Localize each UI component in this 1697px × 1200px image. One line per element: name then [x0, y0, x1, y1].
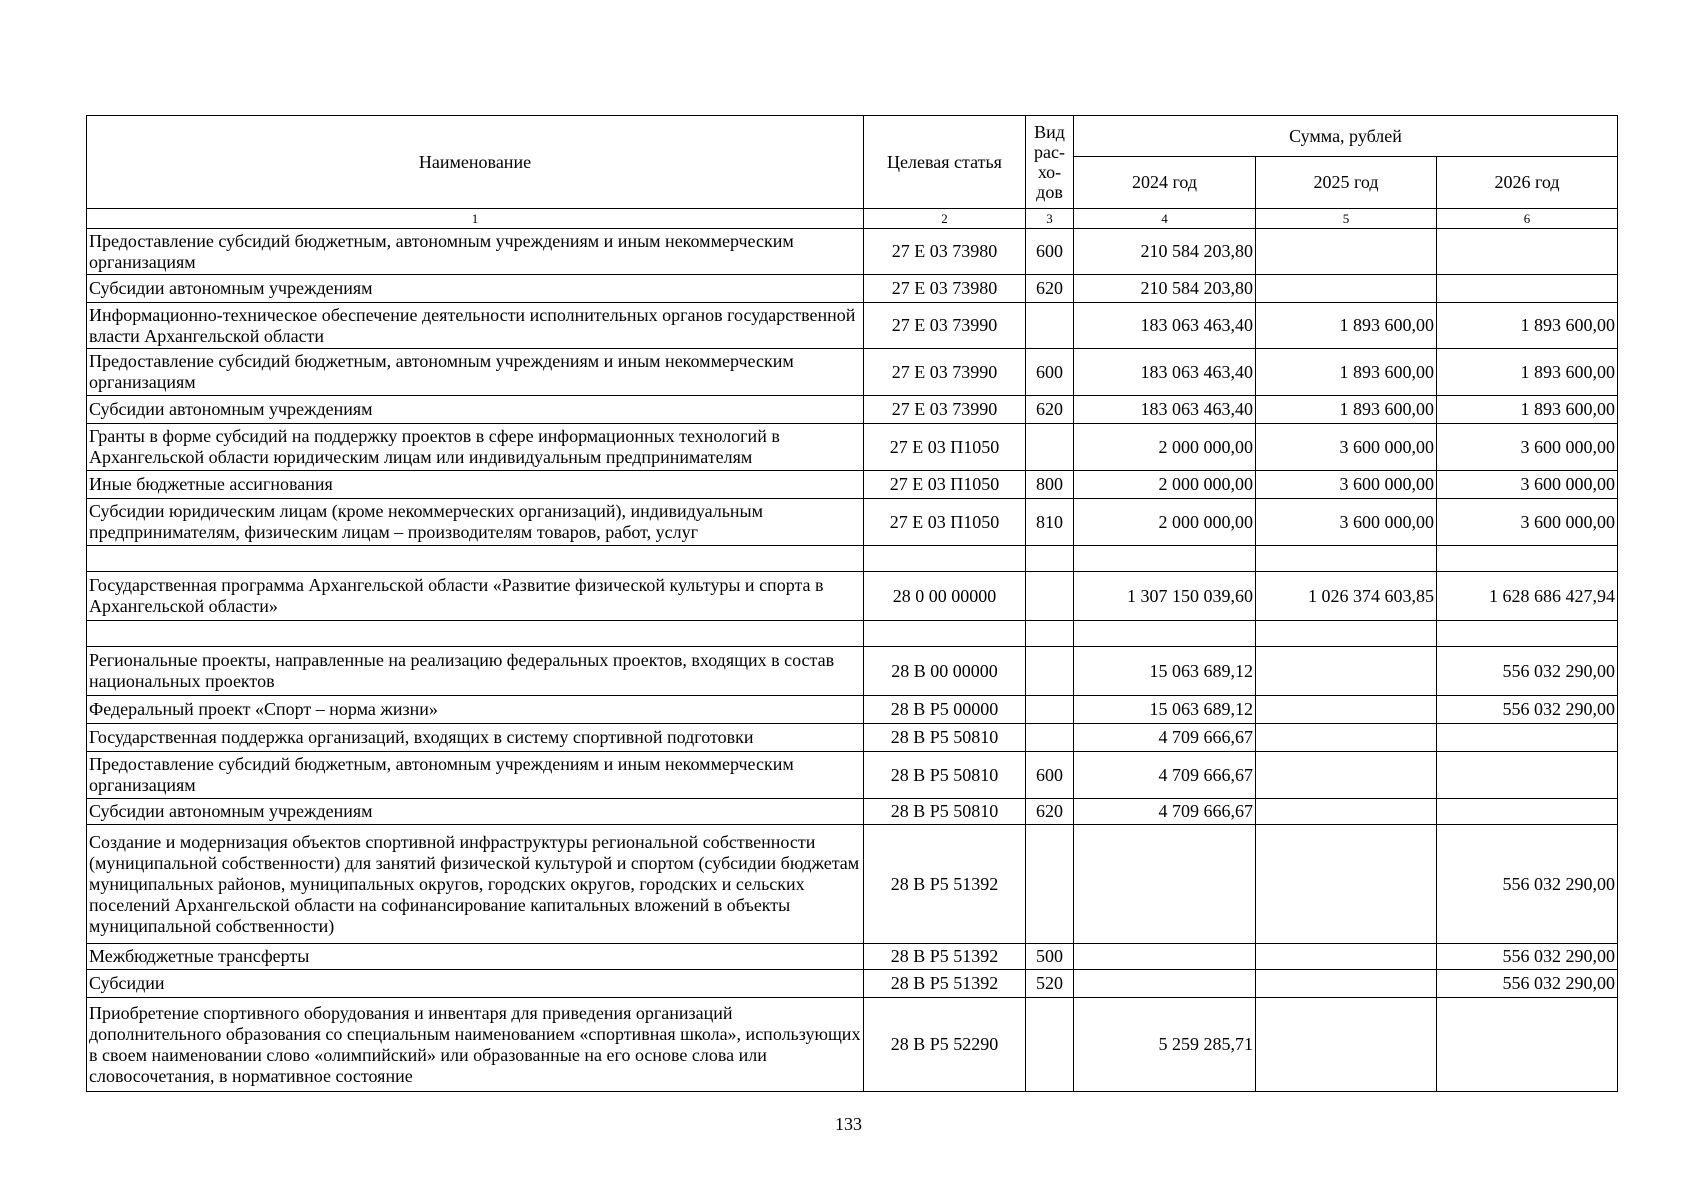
row-target-article: 27 Е 03 73990 [864, 303, 1026, 349]
row-amount-2026: 556 032 290,00 [1437, 970, 1618, 998]
column-index: 1 [87, 209, 864, 229]
table-body [87, 229, 1618, 1092]
column-index: 3 [1026, 209, 1074, 229]
row-amount-2025 [1256, 998, 1437, 1092]
row-amount-2025: 1 893 600,00 [1256, 396, 1437, 424]
row-expense-type [1026, 572, 1074, 621]
row-amount-2025 [1256, 944, 1437, 970]
table-row [87, 349, 1618, 396]
row-target-article: 27 Е 03 73980 [864, 275, 1026, 303]
row-target-article [864, 621, 1026, 647]
row-target-article: 27 Е 03 73990 [864, 349, 1026, 396]
row-amount-2024: 4 709 666,67 [1074, 724, 1256, 752]
header-name: Наименование [87, 116, 864, 209]
row-amount-2026 [1437, 229, 1618, 275]
row-amount-2024: 210 584 203,80 [1074, 275, 1256, 303]
page-number: 133 [835, 1114, 862, 1134]
row-amount-2026: 556 032 290,00 [1437, 696, 1618, 724]
row-target-article: 27 Е 03 П1050 [864, 471, 1026, 499]
row-target-article: 28 В Р5 00000 [864, 696, 1026, 724]
row-amount-2026: 1 893 600,00 [1437, 396, 1618, 424]
row-amount-2024 [1074, 944, 1256, 970]
row-amount-2024: 183 063 463,40 [1074, 396, 1256, 424]
table-row [87, 724, 1618, 752]
row-name: Субсидии автономным учреждениям [87, 275, 864, 303]
row-name: Государственная поддержка организаций, входящих в систему спортивной подготовки [87, 724, 864, 752]
column-index: 2 [864, 209, 1026, 229]
row-amount-2024: 4 709 666,67 [1074, 799, 1256, 825]
row-amount-2026: 556 032 290,00 [1437, 825, 1618, 944]
row-amount-2025: 1 026 374 603,85 [1256, 572, 1437, 621]
row-amount-2026: 556 032 290,00 [1437, 647, 1618, 696]
row-amount-2026: 1 893 600,00 [1437, 303, 1618, 349]
row-amount-2026: 556 032 290,00 [1437, 944, 1618, 970]
table-row [87, 229, 1618, 275]
row-name [87, 546, 864, 572]
header-year-2026: 2026 год [1437, 157, 1618, 209]
row-expense-type [1026, 424, 1074, 471]
row-amount-2024 [1074, 825, 1256, 944]
row-expense-type: 800 [1026, 471, 1074, 499]
row-target-article: 27 Е 03 73980 [864, 229, 1026, 275]
table-row [87, 696, 1618, 724]
row-expense-type [1026, 825, 1074, 944]
row-amount-2026: 1 893 600,00 [1437, 349, 1618, 396]
row-amount-2024: 210 584 203,80 [1074, 229, 1256, 275]
table-row [87, 799, 1618, 825]
row-target-article: 28 В Р5 51392 [864, 970, 1026, 998]
row-amount-2025 [1256, 799, 1437, 825]
row-amount-2025 [1256, 647, 1437, 696]
row-amount-2024: 2 000 000,00 [1074, 424, 1256, 471]
row-name: Субсидии автономным учреждениям [87, 396, 864, 424]
row-amount-2026: 3 600 000,00 [1437, 424, 1618, 471]
row-amount-2026: 3 600 000,00 [1437, 471, 1618, 499]
row-amount-2025 [1256, 696, 1437, 724]
table-row [87, 275, 1618, 303]
table-row [87, 647, 1618, 696]
table-row [87, 944, 1618, 970]
table-row [87, 998, 1618, 1092]
row-target-article: 28 В Р5 52290 [864, 998, 1026, 1092]
table-row [87, 396, 1618, 424]
column-index: 6 [1437, 209, 1618, 229]
header-expense-type-line: дов [1036, 182, 1063, 202]
row-name: Предоставление субсидий бюджетным, автономным учреждениям и иным некоммерческим организациям [87, 229, 864, 275]
row-target-article: 28 В Р5 50810 [864, 799, 1026, 825]
row-amount-2025 [1256, 752, 1437, 799]
column-index: 4 [1074, 209, 1256, 229]
row-name: Создание и модернизация объектов спортивной инфраструктуры региональной собственности (муниципальной собственности) для занятий физической культурой и спортом (субсидии бюджетам муниципальных районов, муниципальных округов, городских округов, городских и сельских поселений Архангельской области на софинансирование капитальных вложений в объекты муниципальной собственности) [87, 825, 864, 944]
row-amount-2025: 1 893 600,00 [1256, 349, 1437, 396]
row-amount-2024 [1074, 621, 1256, 647]
row-amount-2025: 1 893 600,00 [1256, 303, 1437, 349]
table-row [87, 303, 1618, 349]
row-target-article: 28 В Р5 51392 [864, 944, 1026, 970]
header-expense-type-line: Вид [1034, 122, 1065, 142]
row-amount-2024: 5 259 285,71 [1074, 998, 1256, 1092]
row-expense-type [1026, 724, 1074, 752]
row-expense-type [1026, 647, 1074, 696]
row-target-article: 28 В Р5 51392 [864, 825, 1026, 944]
row-expense-type: 810 [1026, 499, 1074, 546]
row-expense-type: 520 [1026, 970, 1074, 998]
header-expense-type-line: рас- [1034, 142, 1065, 162]
row-name: Предоставление субсидий бюджетным, автономным учреждениям и иным некоммерческим организациям [87, 752, 864, 799]
row-name: Субсидии [87, 970, 864, 998]
row-target-article: 28 В 00 00000 [864, 647, 1026, 696]
table-row [87, 572, 1618, 621]
row-amount-2024: 183 063 463,40 [1074, 349, 1256, 396]
row-expense-type [1026, 303, 1074, 349]
row-amount-2025 [1256, 724, 1437, 752]
row-expense-type: 600 [1026, 349, 1074, 396]
row-target-article: 27 Е 03 П1050 [864, 499, 1026, 546]
row-amount-2024 [1074, 546, 1256, 572]
row-amount-2024: 183 063 463,40 [1074, 303, 1256, 349]
row-amount-2025 [1256, 825, 1437, 944]
row-amount-2025 [1256, 970, 1437, 998]
row-expense-type [1026, 696, 1074, 724]
header-expense-type-line: хо- [1037, 162, 1062, 182]
row-name: Федеральный проект «Спорт – норма жизни» [87, 696, 864, 724]
row-amount-2026 [1437, 275, 1618, 303]
row-name: Гранты в форме субсидий на поддержку проектов в сфере информационных технологий в Архангельской области юридическим лицам или индивидуальным предпринимателям [87, 424, 864, 471]
row-amount-2024: 2 000 000,00 [1074, 499, 1256, 546]
row-expense-type [1026, 998, 1074, 1092]
row-amount-2025: 3 600 000,00 [1256, 424, 1437, 471]
row-amount-2026 [1437, 621, 1618, 647]
row-amount-2025: 3 600 000,00 [1256, 499, 1437, 546]
row-name: Региональные проекты, направленные на реализацию федеральных проектов, входящих в состав национальных проектов [87, 647, 864, 696]
row-amount-2026 [1437, 724, 1618, 752]
row-expense-type: 620 [1026, 799, 1074, 825]
header-sum: Сумма, рублей [1074, 116, 1618, 157]
row-expense-type: 500 [1026, 944, 1074, 970]
row-expense-type: 600 [1026, 229, 1074, 275]
row-amount-2025: 3 600 000,00 [1256, 471, 1437, 499]
column-index: 5 [1256, 209, 1437, 229]
row-name: Субсидии юридическим лицам (кроме некоммерческих организаций), индивидуальным предпринимателям, физическим лицам – производителям товаров, работ, услуг [87, 499, 864, 546]
row-amount-2024: 15 063 689,12 [1074, 647, 1256, 696]
row-amount-2025 [1256, 275, 1437, 303]
table-row [87, 621, 1618, 647]
row-name: Предоставление субсидий бюджетным, автономным учреждениям и иным некоммерческим организациям [87, 349, 864, 396]
row-amount-2024: 15 063 689,12 [1074, 696, 1256, 724]
row-name: Приобретение спортивного оборудования и инвентаря для приведения организаций дополнительного образования со специальным наименованием «спортивная школа», использующих в своем наименовании слово «олимпийский» или образованные на его основе слова или словосочетания, в нормативное состояние [87, 998, 864, 1092]
table-row [87, 752, 1618, 799]
row-amount-2024 [1074, 970, 1256, 998]
row-name [87, 621, 864, 647]
header-year-2025: 2025 год [1256, 157, 1437, 209]
row-amount-2026: 3 600 000,00 [1437, 499, 1618, 546]
row-target-article [864, 546, 1026, 572]
row-name: Субсидии автономным учреждениям [87, 799, 864, 825]
row-target-article: 27 Е 03 П1050 [864, 424, 1026, 471]
header-year-2024: 2024 год [1074, 157, 1256, 209]
row-name: Информационно-техническое обеспечение деятельности исполнительных органов государственной власти Архангельской области [87, 303, 864, 349]
row-amount-2026 [1437, 752, 1618, 799]
row-amount-2026: 1 628 686 427,94 [1437, 572, 1618, 621]
row-amount-2025 [1256, 546, 1437, 572]
header-target-article: Целевая статья [864, 116, 1026, 209]
column-index-row [87, 209, 1618, 229]
row-amount-2024: 1 307 150 039,60 [1074, 572, 1256, 621]
row-amount-2026 [1437, 546, 1618, 572]
row-expense-type: 600 [1026, 752, 1074, 799]
row-name: Государственная программа Архангельской области «Развитие физической культуры и спорта в Архангельской области» [87, 572, 864, 621]
row-name: Межбюджетные трансферты [87, 944, 864, 970]
row-amount-2025 [1256, 229, 1437, 275]
row-expense-type: 620 [1026, 396, 1074, 424]
table-row [87, 424, 1618, 471]
table-row [87, 499, 1618, 546]
row-expense-type [1026, 621, 1074, 647]
row-amount-2025 [1256, 621, 1437, 647]
row-amount-2024: 2 000 000,00 [1074, 471, 1256, 499]
row-target-article: 28 0 00 00000 [864, 572, 1026, 621]
table-row [87, 825, 1618, 944]
row-target-article: 28 В Р5 50810 [864, 752, 1026, 799]
row-name: Иные бюджетные ассигнования [87, 471, 864, 499]
table-row [87, 471, 1618, 499]
table-row [87, 546, 1618, 572]
row-target-article: 28 В Р5 50810 [864, 724, 1026, 752]
row-expense-type [1026, 546, 1074, 572]
row-amount-2024: 4 709 666,67 [1074, 752, 1256, 799]
row-expense-type: 620 [1026, 275, 1074, 303]
header-expense-type [1026, 116, 1074, 209]
row-amount-2026 [1437, 998, 1618, 1092]
budget-table [86, 115, 1618, 1092]
row-target-article: 27 Е 03 73990 [864, 396, 1026, 424]
table-row [87, 970, 1618, 998]
row-amount-2026 [1437, 799, 1618, 825]
